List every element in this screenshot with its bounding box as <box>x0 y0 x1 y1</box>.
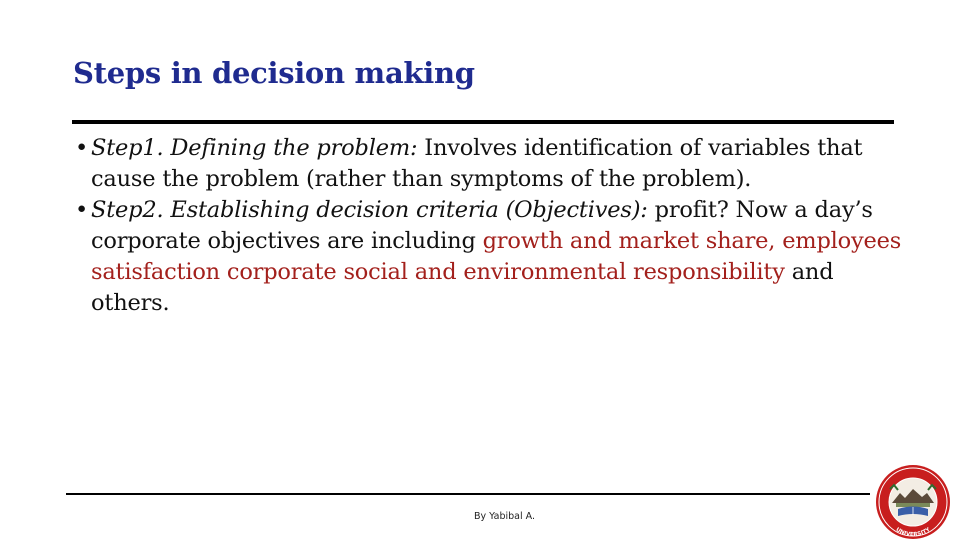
university-seal-icon <box>870 463 956 541</box>
footer-divider <box>66 493 870 495</box>
bullet-text: profit? Now a day’s corporate objectives are including <box>91 197 873 254</box>
bullet-item-step1 <box>75 133 915 195</box>
bullet-dot-icon: • <box>75 135 89 161</box>
slide-body <box>75 133 915 319</box>
bullet-highlight: growth and market share, employees satisfaction corporate social and environmental responsibility <box>91 228 902 285</box>
seal-ring-text: UNIVERSITY <box>894 526 932 539</box>
bullet-dot-icon: • <box>75 197 89 223</box>
bullet-lead: Step1. Defining the problem: <box>91 135 418 161</box>
bullet-item-step2 <box>75 195 915 319</box>
slide-title: Steps in decision making <box>73 56 475 90</box>
bullet-lead: Step2. Establishing decision criteria (Objectives): <box>91 197 648 223</box>
title-divider <box>72 120 894 124</box>
bullet-text: Involves identification of variables that cause the problem (rather than symptoms of the problem). <box>91 135 863 192</box>
bullet-text-end: and others. <box>91 259 834 316</box>
footer-author: By Yabibal A. <box>474 511 536 522</box>
